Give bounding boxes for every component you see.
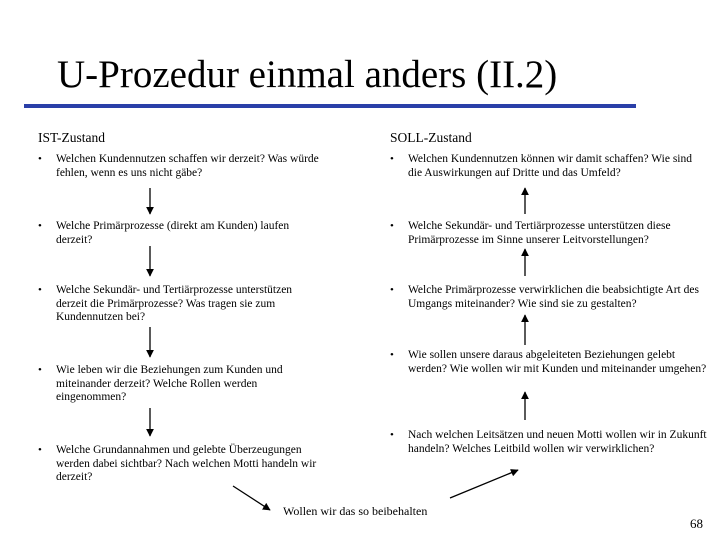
bridge-label: Wollen wir das so beibehalten [283,504,428,518]
bullet-icon: • [38,444,42,456]
bullet-icon: • [390,349,394,361]
bridge-arrow-out [450,470,518,498]
ist-item-4-text: Wie leben wir die Beziehungen zum Kunden und miteinander derzeit? Welche Rollen werden eingenommen? [56,364,283,403]
ist-item-3-text: Welche Sekundär- und Tertiärprozesse unterstützen derzeit die Primärprozesse? Was tragen sie zum Kundennutzen bei? [56,284,293,323]
bullet-icon: • [38,153,42,165]
bullet-icon: • [390,429,394,441]
soll-item-1-text: Welchen Kundennutzen können wir damit schaffen? Wie sind die Auswirkungen auf Dritte und das Umfeld? [408,153,693,179]
bullet-icon: • [38,284,42,296]
soll-zustand-heading: SOLL-Zustand [390,130,472,145]
bullet-icon: • [390,284,394,296]
soll-item-3-text: Welche Primärprozesse verwirklichen die beabsichtigte Art des Umgangs miteinander? Wie sind sie zu gestalten? [408,284,699,310]
bullet-icon: • [390,220,394,232]
page-number: 68 [690,516,703,531]
soll-item-2-text: Welche Sekundär- und Tertiärprozesse unterstützen diese Primärprozesse im Sinne unserer Leitvorstellungen? [408,220,671,246]
slide-title: U-Prozedur einmal anders (II.2) [57,53,558,96]
bullet-icon: • [38,364,42,376]
ist-item-2-text: Welche Primärprozesse (direkt am Kunden) laufen derzeit? [56,220,290,246]
bridge-arrow-in [233,486,270,510]
ist-item-5-text: Welche Grundannahmen und gelebte Überzeugungen werden dabei sichtbar? Nach welchen Motti handeln wir derzeit? [56,444,317,483]
soll-item-5-text: Nach welchen Leitsätzen und neuen Motti wollen wir in Zukunft handeln? Welches Leitbild wollen wir verwirklichen? [408,429,707,455]
ist-zustand-heading: IST-Zustand [38,130,105,145]
bullet-icon: • [38,220,42,232]
bullet-icon: • [390,153,394,165]
soll-item-4-text: Wie sollen unsere daraus abgeleiteten Beziehungen gelebt werden? Wie wollen wir mit Kunden und miteinander umgehen? [408,349,707,375]
ist-item-1-text: Welchen Kundennutzen schaffen wir derzeit? Was würde fehlen, wenn es uns nicht gäbe? [56,153,319,179]
